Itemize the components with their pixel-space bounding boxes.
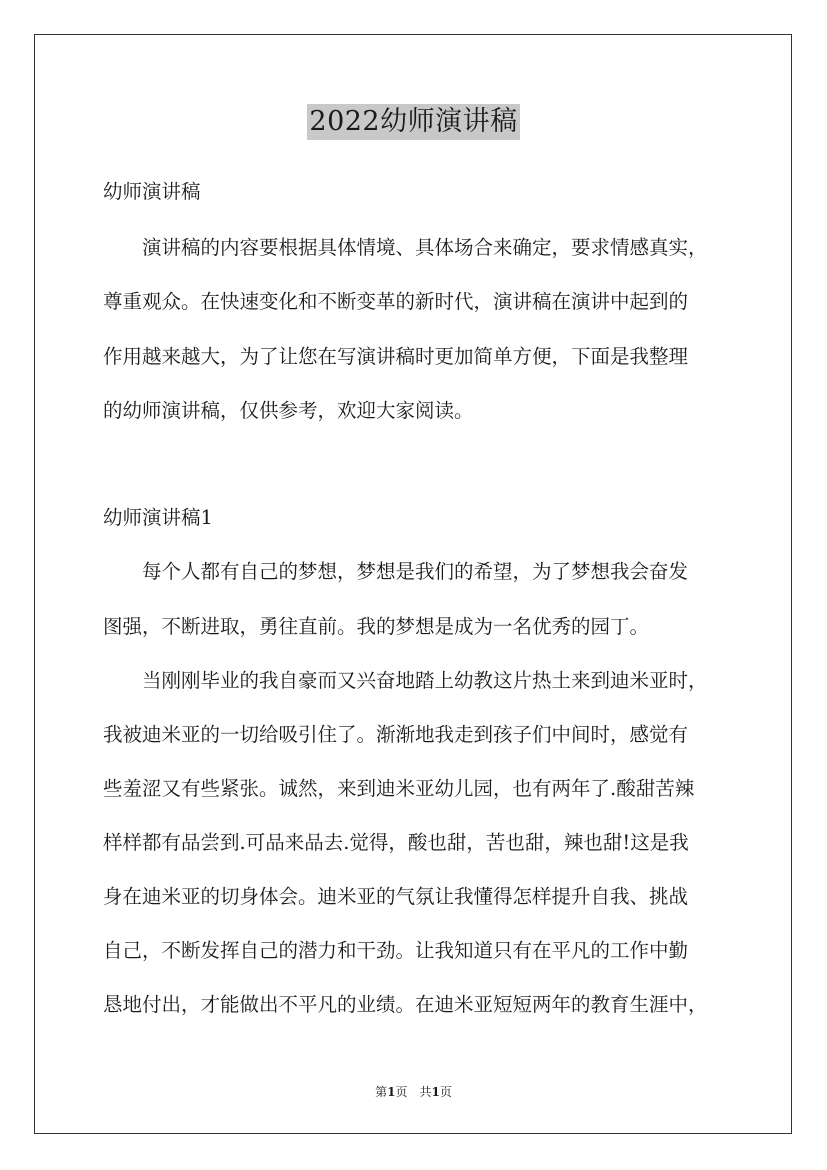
- document-title: 2022幼师演讲稿: [307, 104, 519, 140]
- section-heading: 幼师演讲稿: [103, 180, 201, 203]
- page-footer: [0, 1084, 827, 1100]
- paragraph-line: 的幼师演讲稿，仅供参考，欢迎大家阅读。: [103, 399, 474, 422]
- footer-prefix: 第: [375, 1085, 388, 1099]
- paragraph-line: 样样都有品尝到.可品来品去.觉得，酸也甜，苦也甜，辣也甜!这是我: [103, 831, 689, 854]
- footer-page-number: 1: [387, 1085, 396, 1099]
- paragraph-line: 每个人都有自己的梦想，梦想是我们的希望，为了梦想我会奋发: [103, 560, 689, 583]
- paragraph-line: 身在迪米亚的切身体会。迪米亚的气氛让我懂得怎样提升自我、挑战: [103, 885, 689, 908]
- footer-total-prefix: 共: [419, 1085, 432, 1099]
- paragraph-line: 作用越来越大，为了让您在写演讲稿时更加简单方便，下面是我整理: [103, 345, 689, 368]
- paragraph-line: 演讲稿的内容要根据具体情境、具体场合来确定，要求情感真实，: [103, 236, 708, 259]
- footer-page-suffix: 页: [395, 1085, 408, 1099]
- paragraph-line: 恳地付出，才能做出不平凡的业绩。在迪米亚短短两年的教育生涯中，: [103, 993, 708, 1016]
- paragraph-line: 尊重观众。在快速变化和不断变革的新时代，演讲稿在演讲中起到的: [103, 290, 689, 313]
- paragraph-line: 当刚刚毕业的我自豪而又兴奋地踏上幼教这片热土来到迪米亚时，: [103, 669, 708, 692]
- paragraph-line: 些羞涩又有些紧张。诚然，来到迪米亚幼儿园，也有两年了.酸甜苦辣: [103, 777, 695, 800]
- footer-total-pages: 1: [431, 1085, 440, 1099]
- paragraph-line: 我被迪米亚的一切给吸引住了。渐渐地我走到孩子们中间时，感觉有: [103, 723, 689, 746]
- title-container: [0, 104, 827, 140]
- paragraph-line: 图强，不断进取，勇往直前。我的梦想是成为一名优秀的园丁。: [103, 615, 650, 638]
- footer-total-suffix: 页: [439, 1085, 452, 1099]
- paragraph-line: 自己，不断发挥自己的潜力和干劲。让我知道只有在平凡的工作中勤: [103, 939, 689, 962]
- section-heading: 幼师演讲稿1: [103, 506, 213, 529]
